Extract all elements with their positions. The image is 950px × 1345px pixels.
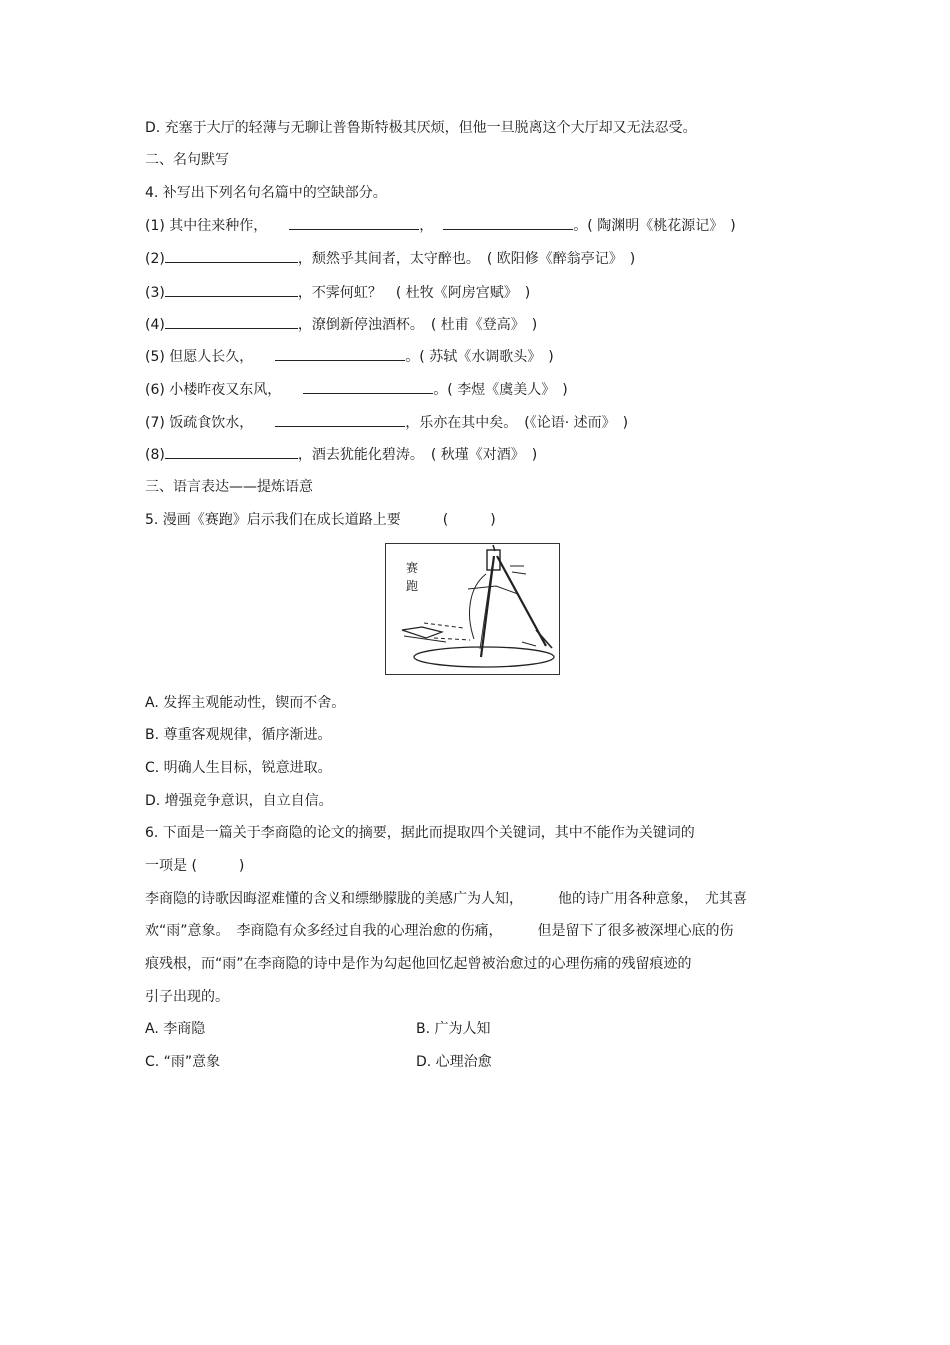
figure-label-2: 跑	[406, 579, 419, 593]
q6-passage-line-4: 引子出现的。	[145, 989, 229, 1005]
q6-option-d[interactable]: D. 心理治愈	[416, 1054, 492, 1070]
section-heading-3: 三、语言表达——提炼语意	[145, 479, 313, 495]
cartoon-drawing	[386, 544, 558, 673]
answer-blank[interactable]	[303, 379, 433, 394]
q5-stem: 5. 漫画《赛跑》启示我们在成长道路上要 ( )	[145, 512, 496, 528]
item-text: ，潦倒新停浊酒杯。 ( 杜甫《登高》 )	[297, 317, 538, 333]
pencil-mark	[522, 642, 536, 646]
q4-item-2	[145, 248, 635, 269]
section-heading-2: 二、名句默写	[145, 152, 229, 168]
item-text: ，	[419, 218, 434, 234]
item-text: ，酒去犹能化碧涛。 ( 秋瑾《对酒》 )	[297, 447, 538, 463]
answer-blank[interactable]	[275, 412, 405, 427]
q4-item-8	[145, 444, 537, 465]
item-text: (1) 其中往来种作，	[145, 218, 268, 234]
figure-label-1: 赛	[406, 561, 419, 575]
item-text: (2)	[145, 251, 165, 267]
speed-line-2	[434, 638, 470, 640]
q6-stem-line-2: 一项是 ( )	[145, 858, 245, 874]
speed-line-1	[424, 623, 464, 628]
q4-item-6	[145, 379, 568, 400]
compass-leg-left	[481, 556, 494, 657]
q4-stem: 4. 补写出下列名句名篇中的空缺部分。	[145, 185, 387, 201]
q6-option-a[interactable]: A. 李商隐	[145, 1021, 206, 1037]
q6-passage-line-1: 李商隐的诗歌因晦涩难懂的含义和缥缈朦胧的美感广为人知， 他的诗广用各种意象， 尤其喜	[145, 891, 747, 907]
item-text: ，颓然乎其间者，太守醉也。 ( 欧阳修《醉翁亭记》 )	[297, 251, 636, 267]
q4-item-3	[145, 282, 530, 303]
q5-option-d[interactable]: D. 增强竞争意识，自立自信。	[145, 793, 333, 809]
q6-option-b[interactable]: B. 广为人知	[416, 1021, 491, 1037]
q4-item-5	[145, 346, 554, 367]
q6-passage-line-3: 痕残根，而“雨”在李商隐的诗中是作为勾起他回忆起曾被治愈过的心理伤痛的残留痕迹的	[145, 956, 692, 972]
answer-blank[interactable]	[165, 248, 298, 263]
speed-line-3	[512, 572, 526, 574]
item-text: ，不霁何虹？ ( 杜牧《阿房宫赋》 )	[297, 285, 531, 301]
q5-option-b[interactable]: B. 尊重客观规律，循序渐进。	[145, 727, 332, 743]
ground-line-1	[404, 636, 446, 642]
answer-blank[interactable]	[165, 444, 298, 459]
item-text: ，乐亦在其中矣。 (《论语· 述而》 )	[405, 415, 629, 431]
answer-blank[interactable]	[443, 215, 573, 230]
track-ellipse	[414, 647, 554, 667]
item-text: (5) 但愿人长久，	[145, 349, 254, 365]
answer-blank[interactable]	[165, 314, 298, 329]
q6-passage-line-2: 欢“雨”意象。 李商隐有众多经过自我的心理治愈的伤痛， 但是留下了很多被深埋心底的伤	[145, 923, 734, 939]
q6-option-c[interactable]: C. “雨”意象	[145, 1054, 221, 1070]
q4-item-1	[145, 215, 736, 236]
q3-option-d: D. 充塞于大厅的轻薄与无聊让普鲁斯特极其厌烦，但他一旦脱离这个大厅却又无法忍受。	[145, 120, 697, 136]
item-text: 。( 李煜《虞美人》 )	[433, 382, 568, 398]
answer-blank[interactable]	[275, 346, 405, 361]
pencil-tip	[536, 630, 552, 648]
item-text: (4)	[145, 317, 165, 333]
cartoon-race-figure	[385, 543, 560, 675]
answer-blank[interactable]	[289, 215, 419, 230]
item-text: (3)	[145, 285, 165, 301]
item-text: 。( 苏轼《水调歌头》 )	[405, 349, 554, 365]
q5-option-a[interactable]: A. 发挥主观能动性，锲而不舍。	[145, 695, 346, 711]
q4-item-4	[145, 314, 537, 335]
answer-blank[interactable]	[165, 282, 298, 297]
q6-stem-line-1: 6. 下面是一篇关于李商隐的论文的摘要，据此而提取四个关键词，其中不能作为关键词的	[145, 825, 695, 841]
q4-item-7	[145, 412, 628, 433]
item-text: 。( 陶渊明《桃花源记》 )	[573, 218, 736, 234]
item-text: (8)	[145, 447, 165, 463]
q5-option-c[interactable]: C. 明确人生目标，锐意进取。	[145, 760, 332, 776]
item-text: (6) 小楼昨夜又东风，	[145, 382, 282, 398]
item-text: (7) 饭疏食饮水，	[145, 415, 254, 431]
